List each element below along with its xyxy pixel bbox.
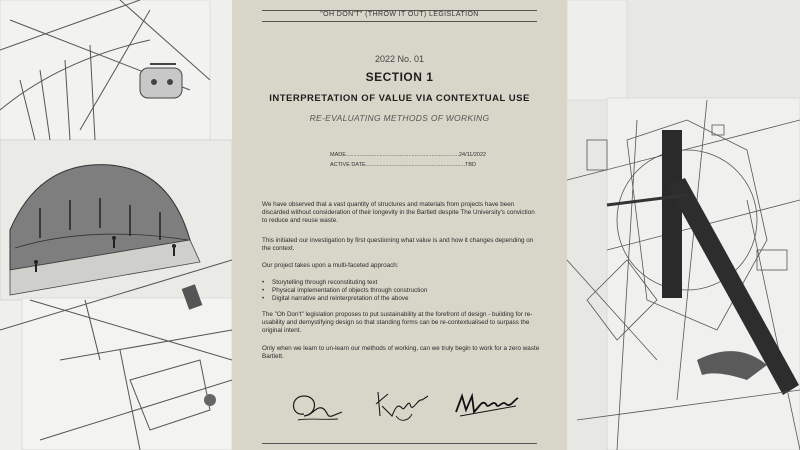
active-date-value: TBD — [464, 162, 476, 168]
document-subheading: RE-EVALUATING METHODS OF WORKING — [309, 113, 490, 123]
section-title: SECTION 1 — [365, 70, 434, 84]
paragraph-1-text: We have observed that a vast quantity of structures and materials from projects have been discarded without consideration of their longevity in the Bartlett despite The University's conviction to reduce and reuse waste. — [262, 201, 535, 224]
paragraph-legislation — [262, 311, 540, 335]
paragraph-observation — [262, 201, 540, 225]
legislation-document — [232, 0, 567, 450]
left-sketch-panel — [0, 0, 232, 450]
signature-3 — [452, 386, 522, 426]
made-date-row — [330, 152, 486, 158]
bullet-item: • Storytelling through reconstituting text — [262, 279, 540, 287]
active-date-dots: ................................................................. — [365, 162, 465, 168]
architectural-sketch-right — [567, 0, 800, 450]
vacuum-cleaner-sketch — [140, 64, 182, 98]
architectural-sketch-left — [0, 0, 232, 450]
paragraph-5-text: Only when we learn to un-learn our methods of working, can we truly begin to work for a zero waste Bartlett. — [262, 345, 540, 360]
paragraph-3-text: Our project takes upon a multi-faceted approach: — [262, 262, 399, 269]
paragraph-investigation — [262, 237, 540, 253]
signature-1 — [288, 386, 346, 426]
right-sketch-panel — [567, 0, 800, 450]
year-number: 2022 No. 01 — [374, 54, 425, 64]
active-date-row — [330, 162, 476, 168]
bullet-item: • Physical implementation of objects through construction — [262, 287, 540, 295]
header-rule-bottom — [262, 21, 537, 22]
made-dots: .......................................................................... — [345, 152, 459, 158]
active-date-label: ACTIVE DATE — [330, 162, 366, 168]
document-header: "OH DON'T" (THROW IT OUT) LEGISLATION — [320, 11, 479, 18]
footer-rule — [262, 443, 537, 444]
approach-bullet-list — [262, 279, 540, 303]
paragraph-conclusion — [262, 345, 540, 361]
paragraph-4-text: The "Oh Don't" legislation proposes to put sustainability at the forefront of design - building for re-usability and demystifying design so that standing forms can be re-contextualised to surpass the original intent. — [262, 311, 533, 334]
made-value: 24/11/2022 — [458, 152, 487, 158]
bullet-item: • Digital narrative and reinterpretation of the above — [262, 295, 540, 303]
paragraph-2-text: This initiated our investigation by first questioning what value is and how it changes depending on the context. — [262, 237, 534, 252]
made-label: MADE — [330, 152, 346, 158]
signature-2 — [372, 386, 432, 426]
paragraph-approach — [262, 262, 540, 270]
document-heading: INTERPRETATION OF VALUE VIA CONTEXTUAL USE — [269, 93, 530, 104]
